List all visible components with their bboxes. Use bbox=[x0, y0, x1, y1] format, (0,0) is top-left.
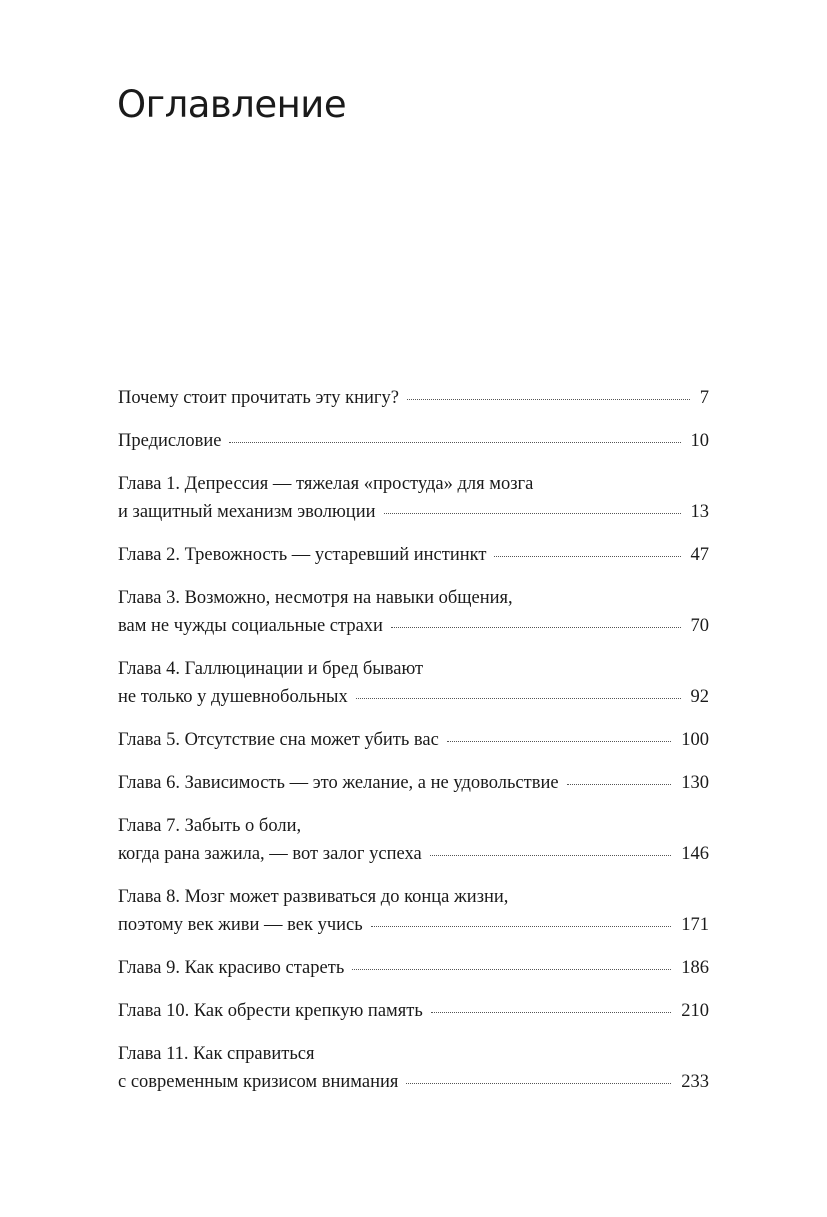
page-number: 70 bbox=[690, 616, 709, 636]
toc-entry-title-line: Глава 11. Как справиться bbox=[118, 1044, 315, 1064]
toc-entry-title-line: Глава 6. Зависимость — это желание, а не удовольствие bbox=[118, 773, 559, 793]
dot-leader bbox=[371, 926, 672, 927]
dot-leader bbox=[447, 741, 671, 742]
toc-entry bbox=[118, 384, 709, 412]
page-number: 10 bbox=[690, 431, 709, 451]
page-number: 7 bbox=[699, 388, 709, 408]
toc-entry-row bbox=[118, 427, 709, 455]
toc-entry-title-line: Глава 2. Тревожность — устаревший инстинкт bbox=[118, 545, 487, 565]
toc-entry-title-line: Глава 7. Забыть о боли, bbox=[118, 816, 302, 836]
toc-entry-title-line: Глава 4. Галлюцинации и бред бывают bbox=[118, 659, 424, 679]
page-number: 47 bbox=[690, 545, 709, 565]
toc-entry-row bbox=[118, 840, 709, 868]
page-number: 210 bbox=[681, 1001, 709, 1021]
toc-entry-row bbox=[118, 541, 709, 569]
toc-entry-row bbox=[118, 384, 709, 412]
dot-leader bbox=[356, 698, 681, 699]
toc-entry bbox=[118, 541, 709, 569]
toc-entry-title-line: с современным кризисом внимания bbox=[118, 1072, 399, 1092]
toc-entry-title-line: Глава 5. Отсутствие сна может убить вас bbox=[118, 730, 439, 750]
toc-entry-title-line: Почему стоит прочитать эту книгу? bbox=[118, 388, 399, 408]
toc-entry-row bbox=[118, 769, 709, 797]
toc-entry bbox=[118, 655, 709, 711]
toc-entry-title-line: когда рана зажила, — вот залог успеха bbox=[118, 844, 422, 864]
toc-entry bbox=[118, 584, 709, 640]
dot-leader bbox=[567, 784, 672, 785]
page-number: 92 bbox=[690, 687, 709, 707]
toc-entry-row bbox=[118, 726, 709, 754]
toc-entry-title-line: вам не чужды социальные страхи bbox=[118, 616, 383, 636]
toc-entry bbox=[118, 954, 709, 982]
page-number: 171 bbox=[681, 915, 709, 935]
page-number: 233 bbox=[681, 1072, 709, 1092]
toc-entry bbox=[118, 470, 709, 526]
table-of-contents bbox=[118, 384, 709, 1111]
dot-leader bbox=[431, 1012, 671, 1013]
page-number: 13 bbox=[690, 502, 709, 522]
toc-entry bbox=[118, 812, 709, 868]
dot-leader bbox=[407, 399, 690, 400]
toc-entry-title-line: Предисловие bbox=[118, 431, 222, 451]
dot-leader bbox=[352, 969, 671, 970]
toc-entry-title-line: Глава 10. Как обрести крепкую память bbox=[118, 1001, 423, 1021]
toc-entry-title-line: и защитный механизм эволюции bbox=[118, 502, 376, 522]
toc-entry bbox=[118, 427, 709, 455]
toc-entry bbox=[118, 997, 709, 1025]
toc-entry-title-line: Глава 9. Как красиво стареть bbox=[118, 958, 345, 978]
dot-leader bbox=[229, 442, 680, 443]
dot-leader bbox=[391, 627, 681, 628]
page-number: 146 bbox=[681, 844, 709, 864]
page-number: 130 bbox=[681, 773, 709, 793]
page-number: 100 bbox=[681, 730, 709, 750]
toc-entry-title-line: Глава 8. Мозг может развиваться до конца жизни, bbox=[118, 887, 509, 907]
dot-leader bbox=[384, 513, 681, 514]
page-title: Оглавление bbox=[117, 83, 347, 126]
toc-entry-title-line: Глава 1. Депрессия — тяжелая «простуда» для мозга bbox=[118, 474, 534, 494]
toc-entry bbox=[118, 726, 709, 754]
toc-entry-row bbox=[118, 1068, 709, 1096]
toc-entry-row bbox=[118, 612, 709, 640]
toc-entry-title-line: поэтому век живи — век учись bbox=[118, 915, 363, 935]
toc-entry-row bbox=[118, 683, 709, 711]
toc-entry bbox=[118, 883, 709, 939]
toc-entry-row bbox=[118, 954, 709, 982]
toc-entry-title-line: не только у душевнобольных bbox=[118, 687, 348, 707]
toc-entry bbox=[118, 769, 709, 797]
dot-leader bbox=[406, 1083, 671, 1084]
dot-leader bbox=[430, 855, 672, 856]
toc-entry bbox=[118, 1040, 709, 1096]
dot-leader bbox=[494, 556, 680, 557]
toc-entry-row bbox=[118, 911, 709, 939]
page-number: 186 bbox=[681, 958, 709, 978]
toc-entry-row bbox=[118, 997, 709, 1025]
toc-entry-title-line: Глава 3. Возможно, несмотря на навыки общения, bbox=[118, 588, 513, 608]
toc-entry-row bbox=[118, 498, 709, 526]
